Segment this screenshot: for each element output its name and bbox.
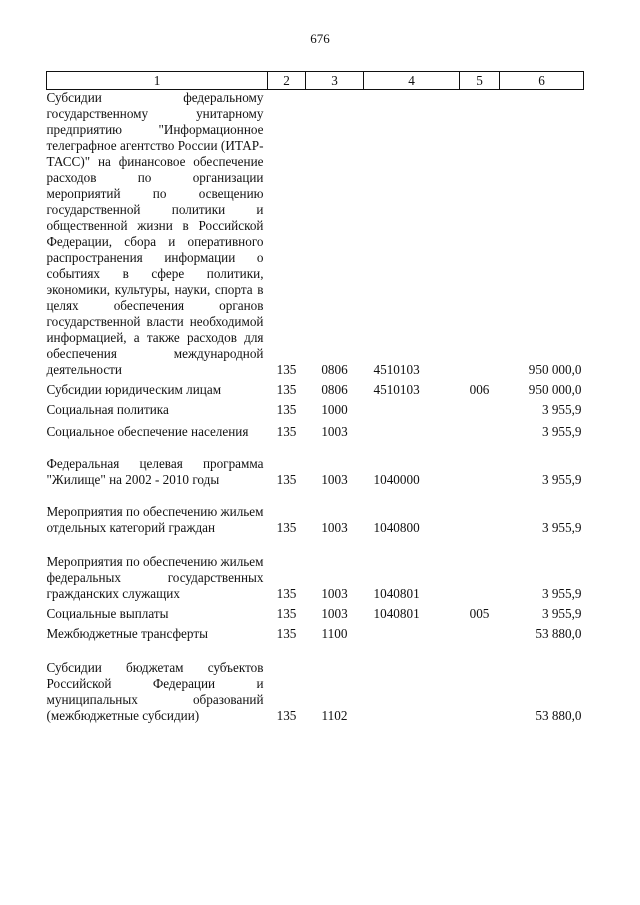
page-number: 676 <box>310 31 330 46</box>
table-row <box>47 90 584 379</box>
row-target-code: 4510103 <box>373 382 420 397</box>
row-expense-type <box>460 622 500 642</box>
row-name: Субсидии федеральному государственному унитарному предприятию "Информационное телеграфное агентство России (ИТАР-ТАСС)" на финансовое обеспечение расходов по организации мероприятий по освещению государственной политики и общественной жизни в Российской Федерации, сбора и оперативного распространения информации о событиях в сфере политики, экономики, культуры, науки, спорта в целях обеспечения органов государственной власти необходимой информацией, а также расходов для обеспечения международной деятельности <box>46 90 264 377</box>
row-expense-type <box>460 418 500 440</box>
row-section-code: 1100 <box>321 626 348 641</box>
table-row <box>47 602 584 622</box>
row-expense-type: 006 <box>469 382 490 397</box>
row-ministry-code: 135 <box>276 424 297 439</box>
row-target-code: 1040801 <box>373 586 420 601</box>
row-target-code <box>364 622 460 642</box>
row-target-code <box>364 418 460 440</box>
row-ministry-code: 135 <box>276 382 297 397</box>
column-header-2: 2 <box>268 72 306 90</box>
row-amount: 3 955,9 <box>541 586 582 601</box>
row-amount: 53 880,0 <box>535 626 582 641</box>
row-ministry-code: 135 <box>276 586 297 601</box>
row-ministry-code: 135 <box>276 606 297 621</box>
row-amount: 3 955,9 <box>541 520 582 535</box>
row-section-code: 1003 <box>321 424 348 439</box>
table-row <box>47 398 584 418</box>
row-expense-type <box>460 440 500 488</box>
row-section-code: 1003 <box>321 586 348 601</box>
row-amount: 950 000,0 <box>528 362 582 377</box>
row-section-code: 1003 <box>321 472 348 487</box>
column-header-3: 3 <box>306 72 364 90</box>
row-expense-type: 005 <box>469 606 490 621</box>
table-row <box>47 536 584 602</box>
row-ministry-code: 135 <box>276 402 297 417</box>
row-target-code: 1040000 <box>373 472 420 487</box>
table-row <box>47 440 584 488</box>
row-section-code: 1003 <box>321 520 348 535</box>
row-amount: 53 880,0 <box>535 708 582 723</box>
column-header-4: 4 <box>364 72 460 90</box>
row-name: Социальная политика <box>46 402 169 417</box>
row-ministry-code: 135 <box>276 472 297 487</box>
column-header-5: 5 <box>460 72 500 90</box>
row-ministry-code: 135 <box>276 626 297 641</box>
row-expense-type <box>460 642 500 724</box>
row-ministry-code: 135 <box>276 708 297 723</box>
table-header-row <box>47 72 584 90</box>
row-name: Социальные выплаты <box>46 606 169 621</box>
row-amount: 3 955,9 <box>541 402 582 417</box>
row-section-code: 1003 <box>321 606 348 621</box>
row-target-code: 4510103 <box>373 362 420 377</box>
column-header-1: 1 <box>47 72 268 90</box>
budget-table <box>46 71 584 724</box>
table-row <box>47 378 584 398</box>
row-name: Субсидии юридическим лицам <box>46 382 222 397</box>
row-target-code <box>364 642 460 724</box>
row-expense-type <box>460 90 500 379</box>
row-ministry-code: 135 <box>276 362 297 377</box>
row-target-code: 1040801 <box>373 606 420 621</box>
row-amount: 3 955,9 <box>541 424 582 439</box>
row-name: Межбюджетные трансферты <box>46 626 208 641</box>
row-expense-type <box>460 398 500 418</box>
row-name: Мероприятия по обеспечению жильем отдельных категорий граждан <box>46 504 264 535</box>
row-expense-type <box>460 488 500 536</box>
row-section-code: 0806 <box>321 382 348 397</box>
column-header-6: 6 <box>500 72 584 90</box>
row-ministry-code: 135 <box>276 520 297 535</box>
row-amount: 3 955,9 <box>541 606 582 621</box>
table-row <box>47 488 584 536</box>
row-amount: 950 000,0 <box>528 382 582 397</box>
table-row <box>47 642 584 724</box>
row-section-code: 0806 <box>321 362 348 377</box>
row-name: Мероприятия по обеспечению жильем федеральных государственных гражданских служащих <box>46 554 264 601</box>
table-row <box>47 622 584 642</box>
row-expense-type <box>460 536 500 602</box>
row-section-code: 1000 <box>321 402 348 417</box>
row-target-code <box>364 398 460 418</box>
row-section-code: 1102 <box>321 708 348 723</box>
row-target-code: 1040800 <box>373 520 420 535</box>
table-row <box>47 418 584 440</box>
row-amount: 3 955,9 <box>541 472 582 487</box>
row-name: Субсидии бюджетам субъектов Российской Федерации и муниципальных образований (межбюджетные субсидии) <box>46 660 264 723</box>
row-name: Федеральная целевая программа "Жилище" на 2002 - 2010 годы <box>46 456 264 487</box>
row-name: Социальное обеспечение населения <box>46 424 249 439</box>
